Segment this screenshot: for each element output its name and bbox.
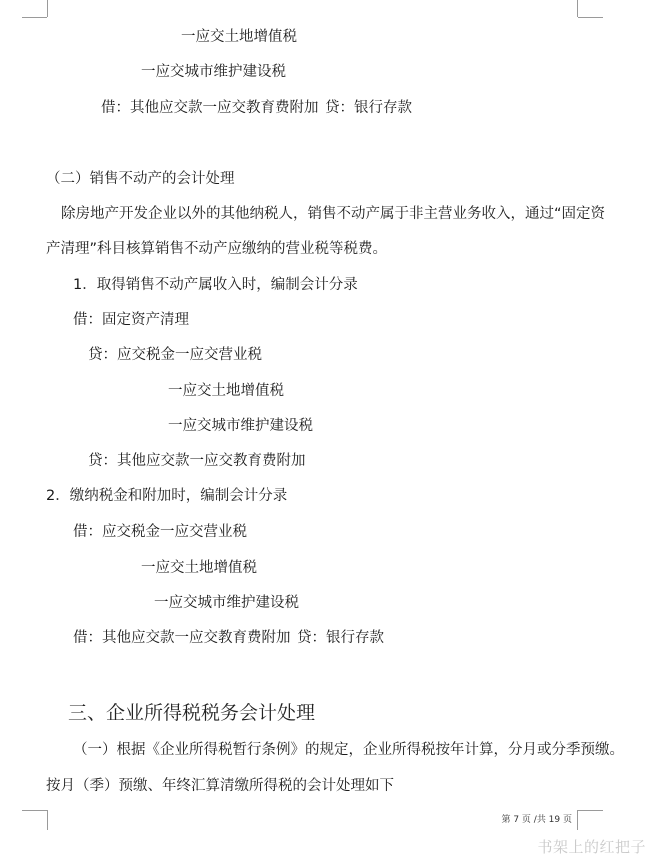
section-heading: 三、企业所得税税务会计处理 (68, 702, 316, 724)
paragraph-line: 产清理”科目核算销售不动产应缴纳的营业税等税费。 (46, 241, 388, 257)
body-line: 一应交城市维护建设税 (168, 418, 313, 434)
body-line: 一应交土地增值税 (141, 560, 257, 576)
corner-mark-bottom-right (577, 810, 578, 830)
corner-mark-bottom-left (47, 810, 48, 830)
step-title: 2．缴纳税金和附加时，编制会计分录 (46, 488, 288, 504)
watermark-text: 书架上的红把子 (537, 838, 646, 856)
body-line: 借：其他应交款一应交教育费附加 (101, 100, 319, 116)
body-line: 一应交土地增值税 (181, 29, 297, 45)
paragraph-line: （一）根据《企业所得税暂行条例》的规定，企业所得税按年计算，分月或分季预缴。 (73, 742, 624, 758)
page-number: 第 7 页 /共 19 页 (501, 815, 572, 825)
body-line: 一应交土地增值税 (168, 383, 284, 399)
corner-mark-bottom-right-h (578, 810, 603, 811)
corner-mark-top-right (577, 0, 578, 17)
corner-mark-bottom-left-h (22, 810, 47, 811)
section-title: （二）销售不动产的会计处理 (46, 171, 235, 187)
body-line: 一应交城市维护建设税 (154, 595, 299, 611)
body-line: 借：应交税金一应交营业税 (73, 524, 247, 540)
corner-mark-top-left-h (22, 17, 47, 18)
body-line: 借：其他应交款一应交教育费附加 (73, 630, 291, 646)
body-line: 贷：银行存款 (325, 100, 412, 116)
corner-mark-top-right-h (578, 17, 603, 18)
corner-mark-top-left (47, 0, 48, 17)
paragraph-line: 除房地产开发企业以外的其他纳税人，销售不动产属于非主营业务收入，通过“固定资 (61, 206, 606, 222)
body-line: 贷：银行存款 (297, 630, 384, 646)
body-line: 一应交城市维护建设税 (141, 64, 286, 80)
body-line: 借：固定资产清理 (73, 312, 189, 328)
body-line: 贷：其他应交款一应交教育费附加 (88, 453, 306, 469)
body-line: 贷：应交税金一应交营业税 (88, 347, 262, 363)
paragraph-line: 按月（季）预缴、年终汇算清缴所得税的会计处理如下 (46, 778, 394, 794)
step-title: 1．取得销售不动产属收入时，编制会计分录 (73, 277, 358, 293)
